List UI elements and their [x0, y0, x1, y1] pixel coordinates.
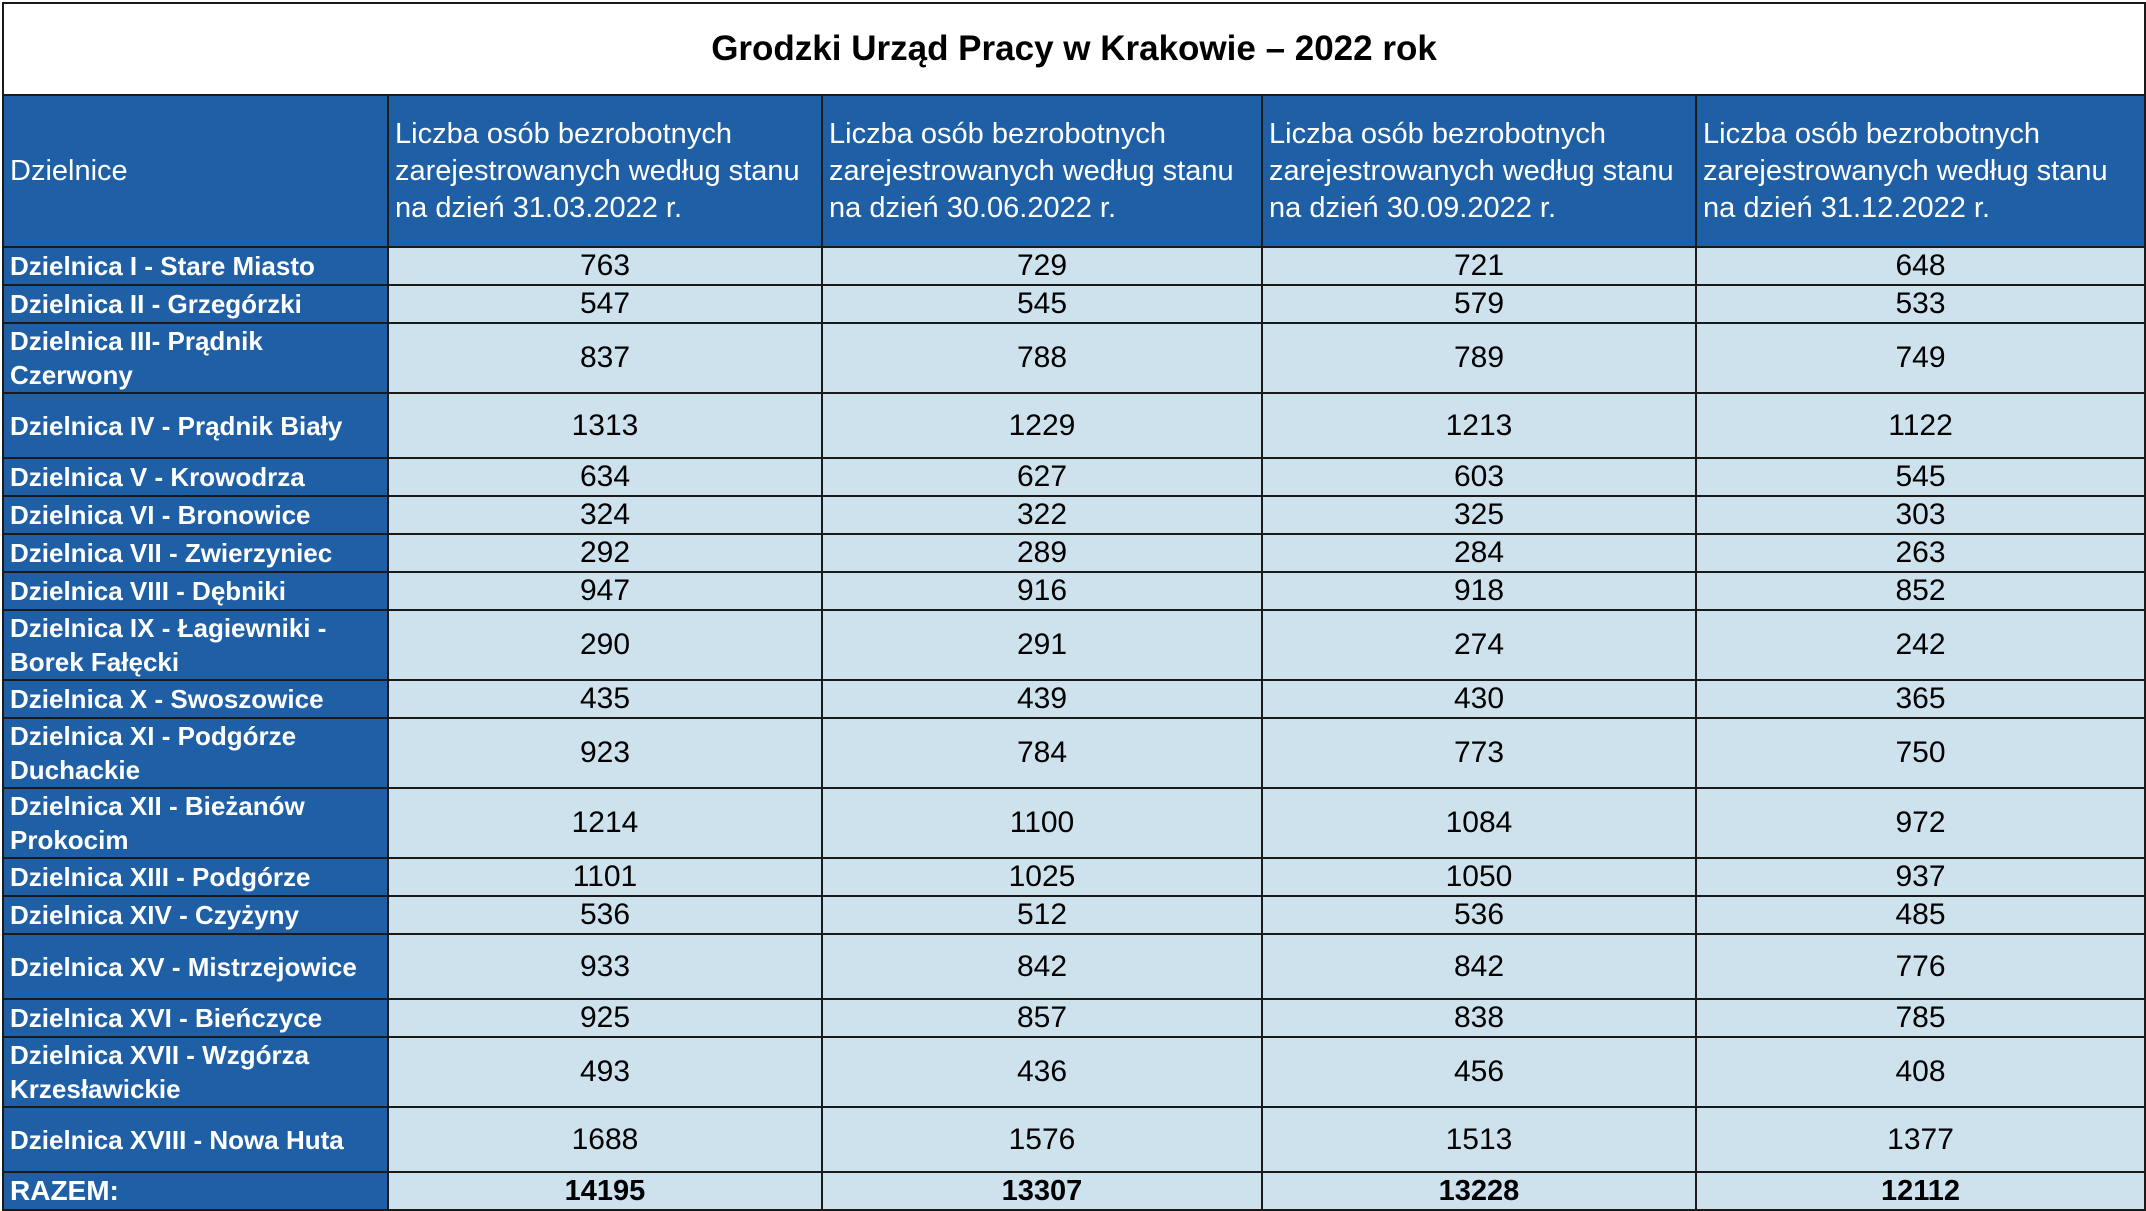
count-cell: 852: [1696, 572, 2145, 610]
count-cell: 603: [1262, 458, 1696, 496]
table-row: [3, 534, 2145, 572]
count-cell: 763: [388, 247, 822, 285]
count-cell: 545: [1696, 458, 2145, 496]
count-cell: 485: [1696, 896, 2145, 934]
count-cell: 947: [388, 572, 822, 610]
district-name: Dzielnica XIV - Czyżyny: [3, 896, 388, 934]
header-q3: Liczba osób bezrobotnych zarejestrowanych według stanu na dzień 30.09.2022 r.: [1262, 95, 1696, 247]
count-cell: 918: [1262, 572, 1696, 610]
count-cell: 292: [388, 534, 822, 572]
count-cell: 274: [1262, 610, 1696, 680]
count-cell: 923: [388, 718, 822, 788]
unemployment-table-container: [2, 2, 2144, 1211]
count-cell: 263: [1696, 534, 2145, 572]
count-cell: 284: [1262, 534, 1696, 572]
count-cell: 439: [822, 680, 1262, 718]
district-name: Dzielnica VI - Bronowice: [3, 496, 388, 534]
count-cell: 1377: [1696, 1107, 2145, 1172]
count-cell: 579: [1262, 285, 1696, 323]
count-cell: 729: [822, 247, 1262, 285]
count-cell: 533: [1696, 285, 2145, 323]
table-row: [3, 572, 2145, 610]
district-name: Dzielnica XVIII - Nowa Huta: [3, 1107, 388, 1172]
total-value: 13307: [822, 1172, 1262, 1210]
header-q2: Liczba osób bezrobotnych zarejestrowanych według stanu na dzień 30.06.2022 r.: [822, 95, 1262, 247]
count-cell: 1513: [1262, 1107, 1696, 1172]
count-cell: 1229: [822, 393, 1262, 458]
count-cell: 435: [388, 680, 822, 718]
district-name: Dzielnica IV - Prądnik Biały: [3, 393, 388, 458]
table-title: Grodzki Urząd Pracy w Krakowie – 2022 rok: [3, 3, 2145, 95]
count-cell: 785: [1696, 999, 2145, 1037]
count-cell: 1025: [822, 858, 1262, 896]
count-cell: 721: [1262, 247, 1696, 285]
count-cell: 937: [1696, 858, 2145, 896]
district-name: Dzielnica VII - Zwierzyniec: [3, 534, 388, 572]
count-cell: 842: [822, 934, 1262, 999]
count-cell: 1101: [388, 858, 822, 896]
count-cell: 776: [1696, 934, 2145, 999]
table-row: [3, 285, 2145, 323]
count-cell: 322: [822, 496, 1262, 534]
district-name: Dzielnica XI - Podgórze Duchackie: [3, 718, 388, 788]
table-row: [3, 496, 2145, 534]
district-name: Dzielnica XVII - Wzgórza Krzesławickie: [3, 1037, 388, 1107]
table-row: [3, 458, 2145, 496]
count-cell: 512: [822, 896, 1262, 934]
header-districts: Dzielnice: [3, 95, 388, 247]
table-row: [3, 393, 2145, 458]
count-cell: 325: [1262, 496, 1696, 534]
count-cell: 545: [822, 285, 1262, 323]
count-cell: 916: [822, 572, 1262, 610]
count-cell: 1100: [822, 788, 1262, 858]
count-cell: 925: [388, 999, 822, 1037]
table-row: [3, 999, 2145, 1037]
header-q4: Liczba osób bezrobotnych zarejestrowanych według stanu na dzień 31.12.2022 r.: [1696, 95, 2145, 247]
unemployment-table: [2, 2, 2146, 1211]
count-cell: 408: [1696, 1037, 2145, 1107]
total-value: 14195: [388, 1172, 822, 1210]
count-cell: 365: [1696, 680, 2145, 718]
count-cell: 838: [1262, 999, 1696, 1037]
district-name: Dzielnica XV - Mistrzejowice: [3, 934, 388, 999]
count-cell: 857: [822, 999, 1262, 1037]
count-cell: 972: [1696, 788, 2145, 858]
table-row: [3, 1037, 2145, 1107]
table-row: [3, 1107, 2145, 1172]
count-cell: 1313: [388, 393, 822, 458]
count-cell: 290: [388, 610, 822, 680]
count-cell: 1576: [822, 1107, 1262, 1172]
count-cell: 1688: [388, 1107, 822, 1172]
table-row: [3, 858, 2145, 896]
district-name: Dzielnica X - Swoszowice: [3, 680, 388, 718]
count-cell: 1122: [1696, 393, 2145, 458]
district-name: Dzielnica VIII - Dębniki: [3, 572, 388, 610]
table-row: [3, 934, 2145, 999]
count-cell: 289: [822, 534, 1262, 572]
count-cell: 430: [1262, 680, 1696, 718]
count-cell: 536: [1262, 896, 1696, 934]
count-cell: 1214: [388, 788, 822, 858]
count-cell: 933: [388, 934, 822, 999]
table-row: [3, 788, 2145, 858]
count-cell: 750: [1696, 718, 2145, 788]
count-cell: 536: [388, 896, 822, 934]
count-cell: 789: [1262, 323, 1696, 393]
count-cell: 303: [1696, 496, 2145, 534]
header-q1: Liczba osób bezrobotnych zarejestrowanych według stanu na dzień 31.03.2022 r.: [388, 95, 822, 247]
district-name: Dzielnica I - Stare Miasto: [3, 247, 388, 285]
total-row: [3, 1172, 2145, 1210]
count-cell: 648: [1696, 247, 2145, 285]
count-cell: 242: [1696, 610, 2145, 680]
table-row: [3, 247, 2145, 285]
district-name: Dzielnica III- Prądnik Czerwony: [3, 323, 388, 393]
total-label: RAZEM:: [3, 1172, 388, 1210]
total-value: 12112: [1696, 1172, 2145, 1210]
count-cell: 749: [1696, 323, 2145, 393]
district-name: Dzielnica XIII - Podgórze: [3, 858, 388, 896]
header-row: [3, 95, 2145, 247]
count-cell: 456: [1262, 1037, 1696, 1107]
district-name: Dzielnica II - Grzegórzki: [3, 285, 388, 323]
count-cell: 842: [1262, 934, 1696, 999]
district-name: Dzielnica XII - Bieżanów Prokocim: [3, 788, 388, 858]
count-cell: 784: [822, 718, 1262, 788]
total-value: 13228: [1262, 1172, 1696, 1210]
count-cell: 1213: [1262, 393, 1696, 458]
table-row: [3, 610, 2145, 680]
district-name: Dzielnica V - Krowodrza: [3, 458, 388, 496]
count-cell: 627: [822, 458, 1262, 496]
count-cell: 1050: [1262, 858, 1696, 896]
table-row: [3, 896, 2145, 934]
table-body: [3, 247, 2145, 1172]
count-cell: 436: [822, 1037, 1262, 1107]
count-cell: 291: [822, 610, 1262, 680]
table-row: [3, 323, 2145, 393]
count-cell: 547: [388, 285, 822, 323]
count-cell: 634: [388, 458, 822, 496]
count-cell: 773: [1262, 718, 1696, 788]
count-cell: 324: [388, 496, 822, 534]
district-name: Dzielnica IX - Łagiewniki - Borek Fałęcki: [3, 610, 388, 680]
district-name: Dzielnica XVI - Bieńczyce: [3, 999, 388, 1037]
table-row: [3, 680, 2145, 718]
count-cell: 493: [388, 1037, 822, 1107]
count-cell: 788: [822, 323, 1262, 393]
table-row: [3, 718, 2145, 788]
count-cell: 1084: [1262, 788, 1696, 858]
count-cell: 837: [388, 323, 822, 393]
